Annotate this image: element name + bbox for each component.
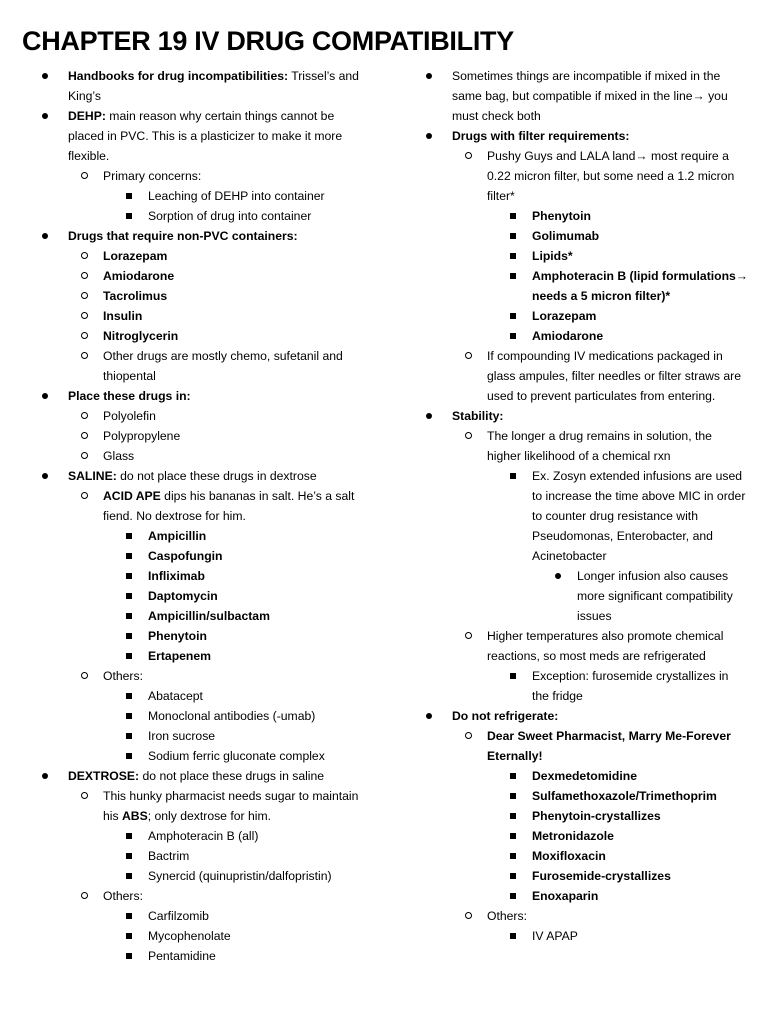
square-bullet-icon <box>126 193 132 199</box>
square-bullet-icon <box>510 873 516 879</box>
list-item: Bactrim <box>126 846 370 866</box>
square-bullet-icon <box>126 833 132 839</box>
list-item: Glass <box>81 446 370 466</box>
square-bullet-icon <box>510 473 516 479</box>
list-item: SALINE: do not place these drugs in dextrose ACID APE dips his bananas in salt. He’s a salt fiend. No dextrose for him. Ampicillin Caspofungin Infliximab Daptomycin Ampicillin/sulbactam Phenytoin Ertapenem Others: Abatacept Monoclonal antibodies (-umab) Iron sucrose Sodium ferric gluconate complex <box>36 466 370 766</box>
square-bullet-icon <box>510 813 516 819</box>
list-item: Pentamidine <box>126 946 370 966</box>
list-item: Ampicillin <box>126 526 370 546</box>
bullet-icon <box>426 713 432 719</box>
circle-bullet-icon <box>465 152 472 159</box>
square-bullet-icon <box>510 893 516 899</box>
square-bullet-icon <box>126 593 132 599</box>
bullet-icon <box>426 73 432 79</box>
circle-bullet-icon <box>81 312 88 319</box>
list-item: Sorption of drug into container <box>126 206 370 226</box>
square-bullet-icon <box>510 273 516 279</box>
circle-bullet-icon <box>81 492 88 499</box>
list-item: Lipids* <box>510 246 748 266</box>
list-item: Insulin <box>81 306 370 326</box>
bullet-icon <box>42 73 48 79</box>
list-item: Pushy Guys and LALA land→ most require a 0.22 micron filter, but some need a 1.2 micron filter* Phenytoin Golimumab Lipids* Amphoteracin B (lipid formulations→ needs a 5 micron filter)* Lorazepam Amiodarone <box>465 146 748 346</box>
bullet-icon <box>555 573 561 579</box>
list-item: Polypropylene <box>81 426 370 446</box>
square-bullet-icon <box>510 833 516 839</box>
list-item: Drugs that require non-PVC containers: Lorazepam Amiodarone Tacrolimus Insulin Nitroglycerin Other drugs are mostly chemo, sufetanil and thiopental <box>36 226 370 386</box>
list-item: Amiodarone <box>81 266 370 286</box>
list-item: Ertapenem <box>126 646 370 666</box>
list-item: Do not refrigerate: Dear Sweet Pharmacist, Marry Me-Forever Eternally! Dexmedetomidine Sulfamethoxazole/Trimethoprim Phenytoin-crystallizes Metronidazole Moxifloxacin Furosemide-crystallizes Enoxaparin Others: IV APAP <box>420 706 748 946</box>
list-item: Amiodarone <box>510 326 748 346</box>
list-item: Sulfamethoxazole/Trimethoprim <box>510 786 748 806</box>
square-bullet-icon <box>126 853 132 859</box>
square-bullet-icon <box>126 933 132 939</box>
list-item: Phenytoin <box>126 626 370 646</box>
list-item: Golimumab <box>510 226 748 246</box>
circle-bullet-icon <box>81 352 88 359</box>
list-item: Lorazepam <box>510 306 748 326</box>
list-item: Furosemide-crystallizes <box>510 866 748 886</box>
list-item: IV APAP <box>510 926 748 946</box>
square-bullet-icon <box>510 333 516 339</box>
circle-bullet-icon <box>465 732 472 739</box>
list-item: DEXTROSE: do not place these drugs in saline This hunky pharmacist needs sugar to maintain his ABS; only dextrose for him. Amphoteracin B (all) Bactrim Synercid (quinupristin/dalfopristin) Others: Carfilzomib Mycophenolate Pentamidine <box>36 766 370 966</box>
square-bullet-icon <box>510 933 516 939</box>
circle-bullet-icon <box>81 292 88 299</box>
circle-bullet-icon <box>465 912 472 919</box>
list-item: Amphoteracin B (all) <box>126 826 370 846</box>
list-item: This hunky pharmacist needs sugar to maintain his ABS; only dextrose for him. Amphoteracin B (all) Bactrim Synercid (quinupristin/dalfopristin) <box>81 786 370 886</box>
list-item: Dexmedetomidine <box>510 766 748 786</box>
square-bullet-icon <box>126 613 132 619</box>
list-item: Nitroglycerin <box>81 326 370 346</box>
list-item: Handbooks for drug incompatibilities: Trissel’s and King’s <box>36 66 370 106</box>
list-item: Higher temperatures also promote chemical reactions, so most meds are refrigerated Exception: furosemide crystallizes in the fridge <box>465 626 748 706</box>
list-item: Caspofungin <box>126 546 370 566</box>
list-item: Sometimes things are incompatible if mixed in the same bag, but compatible if mixed in the line→ you must check both <box>420 66 748 126</box>
list-item: Ampicillin/sulbactam <box>126 606 370 626</box>
list-item: Polyolefin <box>81 406 370 426</box>
circle-bullet-icon <box>81 412 88 419</box>
page-title: CHAPTER 19 IV DRUG COMPATIBILITY <box>22 26 514 56</box>
square-bullet-icon <box>510 773 516 779</box>
bullet-icon <box>42 473 48 479</box>
square-bullet-icon <box>126 873 132 879</box>
list-item: Others: Abatacept Monoclonal antibodies (-umab) Iron sucrose Sodium ferric gluconate complex <box>81 666 370 766</box>
square-bullet-icon <box>126 753 132 759</box>
circle-bullet-icon <box>81 792 88 799</box>
list-item: Longer infusion also causes more significant compatibility issues <box>555 566 748 626</box>
list-item: Monoclonal antibodies (-umab) <box>126 706 370 726</box>
bullet-icon <box>42 113 48 119</box>
square-bullet-icon <box>126 653 132 659</box>
right-column <box>420 66 748 946</box>
circle-bullet-icon <box>81 252 88 259</box>
circle-bullet-icon <box>81 892 88 899</box>
list-item: The longer a drug remains in solution, the higher likelihood of a chemical rxn Ex. Zosyn extended infusions are used to increase the time above MIC in order to counter drug resistance with Pseudomonas, Enterobacter, and Acinetobacter Longer infusion also causes more significant compatibility issues <box>465 426 748 626</box>
list-item: If compounding IV medications packaged in glass ampules, filter needles or filter straws are used to prevent particulates from entering. <box>465 346 748 406</box>
list-item: Primary concerns: Leaching of DEHP into container Sorption of drug into container <box>81 166 370 226</box>
square-bullet-icon <box>126 913 132 919</box>
list-item: Sodium ferric gluconate complex <box>126 746 370 766</box>
circle-bullet-icon <box>81 172 88 179</box>
circle-bullet-icon <box>81 332 88 339</box>
square-bullet-icon <box>126 573 132 579</box>
list-item: Others: IV APAP <box>465 906 748 946</box>
square-bullet-icon <box>510 673 516 679</box>
square-bullet-icon <box>510 233 516 239</box>
list-item: Moxifloxacin <box>510 846 748 866</box>
list-item: Dear Sweet Pharmacist, Marry Me-Forever Eternally! Dexmedetomidine Sulfamethoxazole/Trimethoprim Phenytoin-crystallizes Metronidazole Moxifloxacin Furosemide-crystallizes Enoxaparin <box>465 726 748 906</box>
circle-bullet-icon <box>465 352 472 359</box>
list-item: ACID APE dips his bananas in salt. He’s a salt fiend. No dextrose for him. Ampicillin Caspofungin Infliximab Daptomycin Ampicillin/sulbactam Phenytoin Ertapenem <box>81 486 370 666</box>
circle-bullet-icon <box>81 432 88 439</box>
circle-bullet-icon <box>81 452 88 459</box>
circle-bullet-icon <box>465 632 472 639</box>
square-bullet-icon <box>510 253 516 259</box>
list-item: Stability: The longer a drug remains in solution, the higher likelihood of a chemical rxn Ex. Zosyn extended infusions are used to increase the time above MIC in order to counter drug resistance with Pseudomonas, Enterobacter, and Acinetobacter Longer infusion also causes more significant compatibility issues Higher temperatures also promote chemical reactions, so most meds are refrigerated Exception: furosemide crystallizes in the fridge <box>420 406 748 706</box>
square-bullet-icon <box>126 213 132 219</box>
square-bullet-icon <box>510 213 516 219</box>
square-bullet-icon <box>126 553 132 559</box>
list-item: Others: Carfilzomib Mycophenolate Pentamidine <box>81 886 370 966</box>
circle-bullet-icon <box>81 672 88 679</box>
list-item: Place these drugs in: Polyolefin Polypropylene Glass <box>36 386 370 466</box>
list-item: Daptomycin <box>126 586 370 606</box>
list-item: Synercid (quinupristin/dalfopristin) <box>126 866 370 886</box>
square-bullet-icon <box>126 713 132 719</box>
bullet-icon <box>42 233 48 239</box>
circle-bullet-icon <box>465 432 472 439</box>
square-bullet-icon <box>510 853 516 859</box>
list-item: Mycophenolate <box>126 926 370 946</box>
list-item: Metronidazole <box>510 826 748 846</box>
square-bullet-icon <box>126 693 132 699</box>
circle-bullet-icon <box>81 272 88 279</box>
list-item: Leaching of DEHP into container <box>126 186 370 206</box>
list-item: Carfilzomib <box>126 906 370 926</box>
list-item: Abatacept <box>126 686 370 706</box>
bullet-icon <box>42 773 48 779</box>
square-bullet-icon <box>126 633 132 639</box>
square-bullet-icon <box>126 733 132 739</box>
list-item: Iron sucrose <box>126 726 370 746</box>
bullet-icon <box>426 133 432 139</box>
list-item: Exception: furosemide crystallizes in the fridge <box>510 666 748 706</box>
list-item: Drugs with filter requirements: Pushy Guys and LALA land→ most require a 0.22 micron filter, but some need a 1.2 micron filter* Phenytoin Golimumab Lipids* Amphoteracin B (lipid formulations→ needs a 5 micron filter)* Lorazepam Amiodarone If compounding IV medications packaged in glass ampules, filter needles or filter straws are used to prevent particulates from entering. <box>420 126 748 406</box>
left-column <box>36 66 370 966</box>
list-item: Phenytoin-crystallizes <box>510 806 748 826</box>
bullet-icon <box>426 413 432 419</box>
list-item: Infliximab <box>126 566 370 586</box>
square-bullet-icon <box>510 313 516 319</box>
list-item: Enoxaparin <box>510 886 748 906</box>
list-item: Amphoteracin B (lipid formulations→ needs a 5 micron filter)* <box>510 266 748 306</box>
square-bullet-icon <box>510 793 516 799</box>
list-item: Lorazepam <box>81 246 370 266</box>
bullet-icon <box>42 393 48 399</box>
list-item: DEHP: main reason why certain things cannot be placed in PVC. This is a plasticizer to make it more flexible. Primary concerns: Leaching of DEHP into container Sorption of drug into container <box>36 106 370 226</box>
list-item: Ex. Zosyn extended infusions are used to increase the time above MIC in order to counter drug resistance with Pseudomonas, Enterobacter, and Acinetobacter Longer infusion also causes more significant compatibility issues <box>510 466 748 626</box>
list-item: Tacrolimus <box>81 286 370 306</box>
list-item: Other drugs are mostly chemo, sufetanil and thiopental <box>81 346 370 386</box>
list-item: Phenytoin <box>510 206 748 226</box>
square-bullet-icon <box>126 953 132 959</box>
square-bullet-icon <box>126 533 132 539</box>
